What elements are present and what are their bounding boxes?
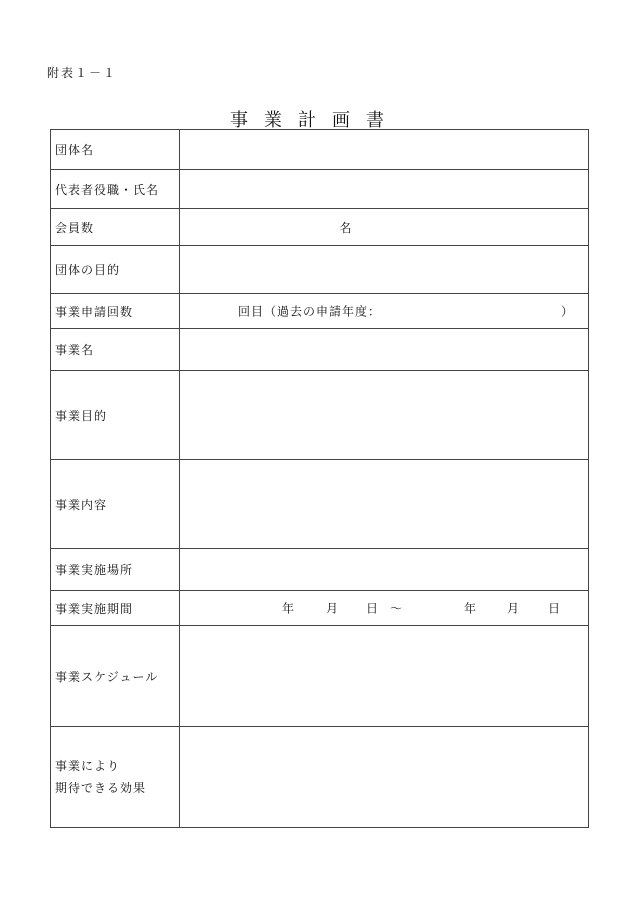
row-expected-effect: [51, 727, 589, 828]
row-project-purpose: [51, 371, 589, 460]
row-org-purpose: [51, 246, 589, 294]
field-members[interactable]: [180, 209, 589, 246]
label-application-count: 事業申請回数: [51, 294, 180, 329]
label-members: 会員数: [51, 209, 180, 246]
field-project-name[interactable]: [180, 329, 589, 371]
field-project-content[interactable]: [180, 460, 589, 549]
label-project-name: 事業名: [51, 329, 180, 371]
start-day-unit: 日: [366, 601, 380, 616]
label-org-name: 団体名: [51, 130, 180, 170]
field-application-count[interactable]: [180, 294, 589, 329]
field-representative[interactable]: [180, 170, 589, 209]
field-expected-effect[interactable]: [180, 727, 589, 828]
label-expected-effect: [51, 727, 180, 828]
row-application-count: [51, 294, 589, 329]
label-project-purpose: 事業目的: [51, 371, 180, 460]
period-tilde: ～: [390, 601, 404, 616]
row-project-content: [51, 460, 589, 549]
end-day-unit: 日: [548, 601, 562, 616]
page-title: 事業計画書: [230, 110, 400, 131]
members-unit: 名: [339, 220, 353, 235]
end-year-unit: 年: [464, 601, 478, 616]
row-project-period: [51, 591, 589, 626]
row-project-name: [51, 329, 589, 371]
label-expected-effect-line1: 事業により: [55, 759, 121, 773]
application-close: ）: [560, 304, 574, 319]
field-project-purpose[interactable]: [180, 371, 589, 460]
field-project-period[interactable]: [180, 591, 589, 626]
label-project-place: 事業実施場所: [51, 549, 180, 591]
appendix-label: 附表１－１: [47, 66, 118, 80]
field-project-place[interactable]: [180, 549, 589, 591]
project-plan-form: [50, 129, 589, 828]
field-org-name[interactable]: [180, 130, 589, 170]
row-schedule: [51, 626, 589, 727]
start-month-unit: 月: [326, 601, 340, 616]
start-year-unit: 年: [282, 601, 296, 616]
label-org-purpose: 団体の目的: [51, 246, 180, 294]
application-detail: 回目（過去の申請年度：: [238, 304, 382, 319]
label-schedule: 事業スケジュール: [51, 626, 180, 727]
label-project-content: 事業内容: [51, 460, 180, 549]
end-month-unit: 月: [507, 601, 521, 616]
row-members: [51, 209, 589, 246]
row-representative: [51, 170, 589, 209]
label-project-period: 事業実施期間: [51, 591, 180, 626]
label-representative: 代表者役職・氏名: [51, 170, 180, 209]
field-org-purpose[interactable]: [180, 246, 589, 294]
row-project-place: [51, 549, 589, 591]
field-schedule[interactable]: [180, 626, 589, 727]
label-expected-effect-line2: 期待できる効果: [55, 781, 147, 795]
row-org-name: [51, 130, 589, 170]
